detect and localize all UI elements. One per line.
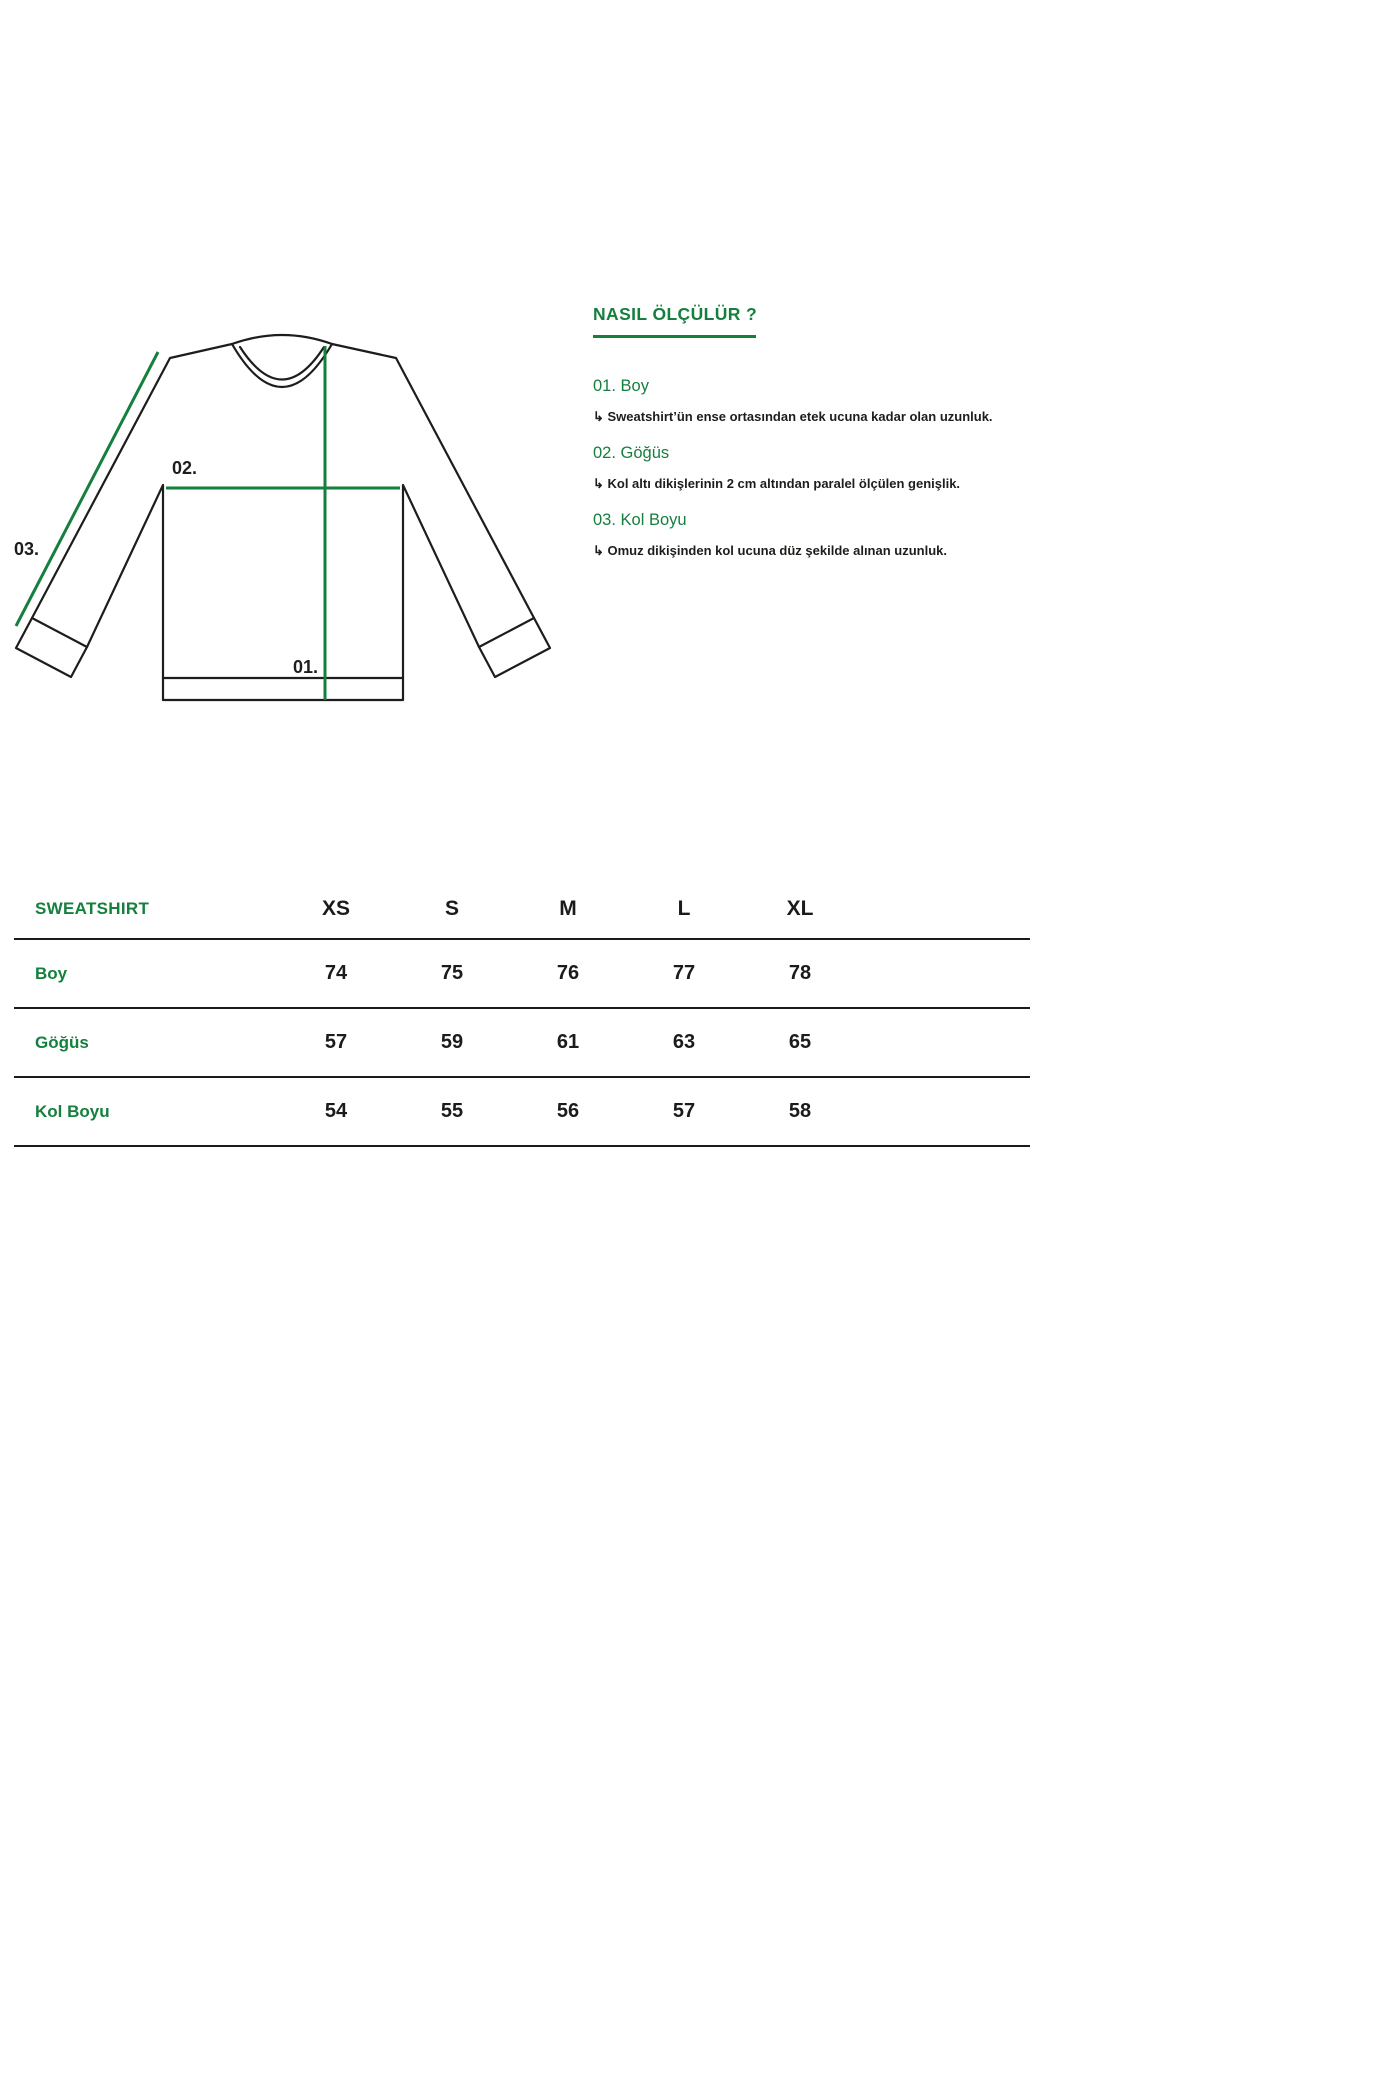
measure-label-kol-boyu: 03. Kol Boyu [593, 511, 687, 529]
table-cell: 58 [788, 1100, 812, 1122]
how-to-item [593, 443, 1038, 491]
label-02: 02. [172, 458, 198, 478]
column-header-xs: XS [321, 897, 350, 920]
column-header-s: S [444, 897, 459, 920]
sweatshirt-outline [16, 335, 550, 700]
title-underline [593, 335, 756, 338]
sleeve-measure-line-03 [16, 352, 158, 626]
table-cell: 78 [788, 962, 812, 984]
measure-label-boy: 01. Boy [593, 377, 649, 395]
column-header-m: M [559, 897, 577, 920]
column-header-l: L [677, 897, 691, 920]
measure-desc-kol-boyu: ↳ Omuz dikişinden kol ucuna düz şekilde alınan uzunluk. [593, 543, 948, 558]
measure-label-gogus: 02. Göğüs [593, 444, 670, 462]
how-to-item [593, 376, 1038, 424]
table-cell: 59 [440, 1031, 464, 1053]
table-row-kol-boyu [14, 1078, 1030, 1147]
how-to-title: NASIL ÖLÇÜLÜR ? [593, 304, 758, 324]
table-row-boy [14, 940, 1030, 1009]
table-cell: 57 [672, 1100, 696, 1122]
table-cell: 55 [440, 1100, 464, 1122]
table-cell: 54 [324, 1100, 348, 1122]
row-label: Göğüs [35, 1032, 89, 1052]
measure-desc-gogus: ↳ Kol altı dikişlerinin 2 cm altından paralel ölçülen genişlik. [593, 476, 961, 491]
table-cell: 65 [788, 1031, 812, 1053]
table-cell: 61 [556, 1031, 580, 1053]
table-cell: 56 [556, 1100, 580, 1122]
table-row-gogus [14, 1009, 1030, 1078]
row-label: Kol Boyu [35, 1101, 110, 1121]
table-header-row [14, 880, 1030, 940]
how-to-item [593, 510, 1038, 558]
label-03: 03. [14, 539, 40, 559]
label-01: 01. [292, 657, 318, 677]
table-cell: 63 [672, 1031, 696, 1053]
table-cell: 77 [672, 962, 696, 984]
table-title: SWEATSHIRT [35, 899, 150, 918]
measure-desc-boy: ↳ Sweatshirt’ün ense ortasından etek ucuna kadar olan uzunluk. [593, 409, 993, 424]
table-cell: 75 [440, 962, 464, 984]
sweatshirt-diagram [0, 300, 570, 730]
table-cell: 57 [324, 1031, 348, 1053]
row-label: Boy [35, 963, 68, 983]
table-cell: 74 [324, 962, 348, 984]
table-cell: 76 [556, 962, 580, 984]
how-to-measure [593, 303, 1038, 577]
column-header-xl: XL [786, 897, 814, 920]
size-table [14, 880, 1030, 1147]
